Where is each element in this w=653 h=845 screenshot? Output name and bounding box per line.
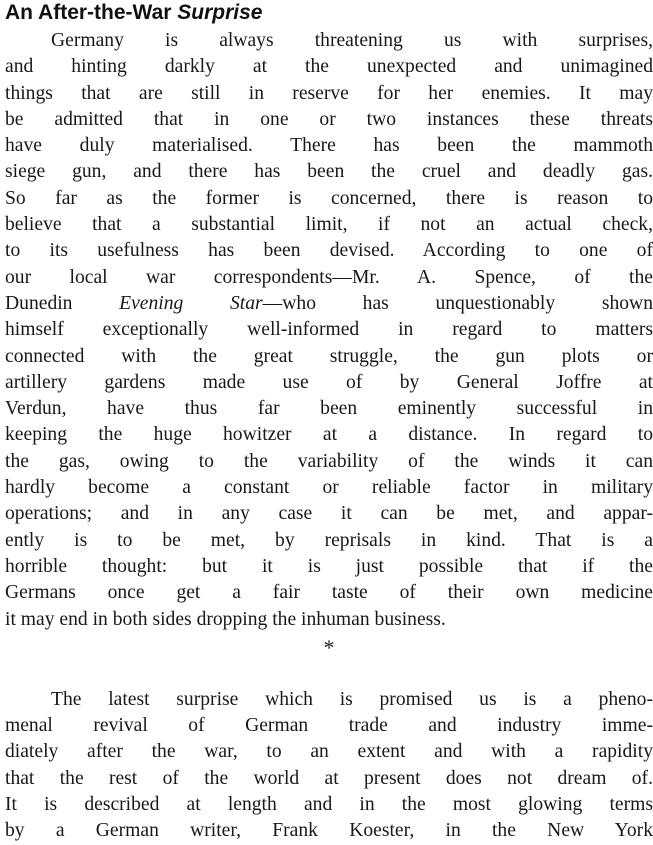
text-line: artillery gardens made use of by General Joffre at — [5, 371, 653, 393]
text-line: horrible thought: but it is just possible that if the — [5, 555, 653, 577]
headline — [5, 0, 653, 26]
text-line: ently is to be met, by reprisals in kind. That is a — [5, 529, 653, 551]
text-line: Germans once get a fair taste of their own medicine — [5, 582, 653, 604]
headline-text: An After-the-War — [5, 1, 178, 24]
text-line: the gas, owing to the variability of the winds it can — [5, 450, 653, 472]
text-line: Germany is always threatening us with surprises, — [51, 30, 653, 51]
text-span: —who has unquestionably shown — [262, 292, 653, 314]
text-line: have duly materialised. There has been the mammoth — [5, 135, 653, 157]
text-line: to its usefulness has been devised. According to one of — [5, 240, 653, 262]
text-line: operations; and in any case it can be met, and appar- — [5, 503, 653, 525]
text-line: diately after the war, to an extent and with a rapidity — [5, 741, 653, 763]
text-line: that the rest of the world at present does not dream of. — [5, 767, 653, 789]
text-line: Verdun, have thus far been eminently successful in — [5, 398, 653, 420]
text-line: be admitted that in one or two instances these threats — [5, 108, 653, 130]
text-line: menal revival of German trade and industry imme- — [5, 715, 653, 737]
text-line: by a German writer, Frank Koester, in the New York — [5, 820, 653, 842]
text-line: things that are still in reserve for her enemies. It may — [5, 82, 653, 104]
text-line: The latest surprise which is promised us is a pheno- — [51, 688, 653, 710]
text-line: hardly become a constant or reliable factor in military — [5, 477, 653, 499]
text-line: keeping the huge howitzer at a distance. In regard to — [5, 424, 653, 446]
text-span: Dunedin — [5, 292, 120, 314]
text-line: connected with the great struggle, the gun plots or — [5, 345, 653, 367]
text-line: It is described at length and in the most glowing terms — [5, 794, 653, 816]
text-line: it may end in both sides dropping the inhuman business. — [5, 608, 446, 630]
headline-italic-text: Surprise — [177, 1, 263, 24]
section-separator: * — [323, 634, 335, 660]
text-line: himself exceptionally well-informed in regard to matters — [5, 319, 653, 341]
text-line: and hinting darkly at the unexpected and unimagined — [5, 56, 653, 78]
text-line: believe that a substantial limit, if not an actual check, — [5, 214, 653, 236]
paragraph-2 — [5, 687, 653, 845]
text-line: siege gun, and there has been the cruel and deadly gas. — [5, 161, 653, 183]
text-line: So far as the former is concerned, there is reason to — [5, 187, 653, 209]
text-line — [5, 291, 653, 317]
paragraph-1 — [5, 28, 653, 633]
newspaper-title: Evening Star — [119, 292, 263, 314]
text-line: our local war correspondents—Mr. A. Spence, of the — [5, 266, 653, 288]
spacer — [5, 663, 653, 687]
article — [5, 0, 653, 845]
